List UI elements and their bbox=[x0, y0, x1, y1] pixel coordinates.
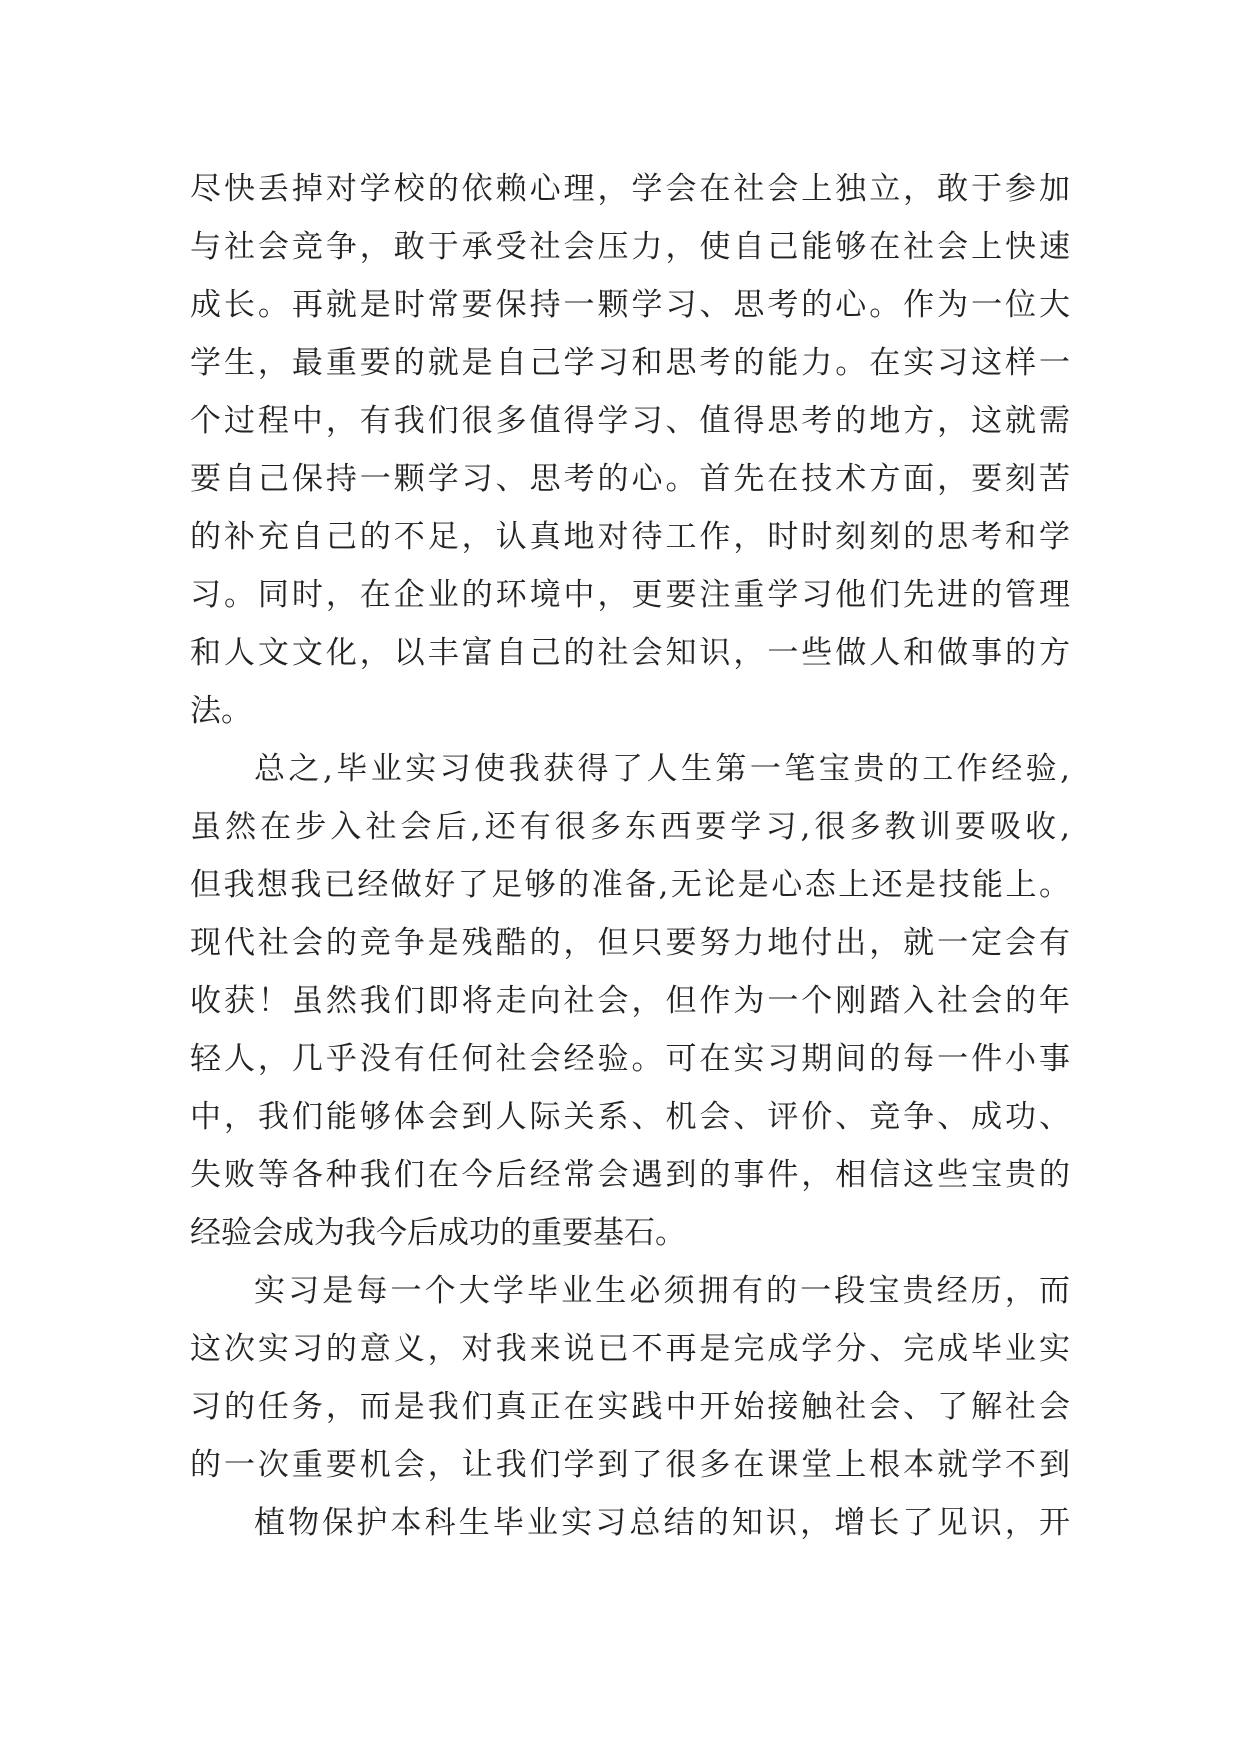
paragraph bbox=[190, 740, 1070, 1262]
text-line: 收获！虽然我们即将走向社会，但作为一个刚踏入社会的年 bbox=[190, 983, 1070, 1019]
text-line: 但我想我已经做好了足够的准备,无论是心态上还是技能上。 bbox=[190, 867, 1070, 903]
text-line: 的补充自己的不足，认真地对待工作，时时刻刻的思考和学 bbox=[190, 519, 1070, 555]
text-line: 总之,毕业实习使我获得了人生第一笔宝贵的工作经验, bbox=[254, 751, 1070, 787]
paragraph bbox=[190, 1494, 1070, 1552]
text-line: 法。 bbox=[190, 693, 252, 729]
text-line: 习。同时，在企业的环境中，更要注重学习他们先进的管理 bbox=[190, 577, 1070, 613]
text-line: 与社会竞争，敢于承受社会压力，使自己能够在社会上快速 bbox=[190, 229, 1070, 265]
text-line: 要自己保持一颗学习、思考的心。首先在技术方面，要刻苦 bbox=[190, 461, 1070, 497]
text-line: 这次实习的意义，对我来说已不再是完成学分、完成毕业实 bbox=[190, 1331, 1070, 1367]
text-line: 轻人，几乎没有任何社会经验。可在实习期间的每一件小事 bbox=[190, 1041, 1070, 1077]
text-line: 尽快丢掉对学校的依赖心理，学会在社会上独立，敢于参加 bbox=[190, 171, 1070, 207]
text-line: 成长。再就是时常要保持一颗学习、思考的心。作为一位大 bbox=[190, 287, 1070, 323]
text-line: 和人文文化，以丰富自己的社会知识，一些做人和做事的方 bbox=[190, 635, 1070, 671]
body-text bbox=[190, 160, 1070, 1552]
text-line: 实习是每一个大学毕业生必须拥有的一段宝贵经历，而 bbox=[254, 1273, 1070, 1309]
text-line: 习的任务，而是我们真正在实践中开始接触社会、了解社会 bbox=[190, 1389, 1070, 1425]
text-line: 现代社会的竞争是残酷的，但只要努力地付出，就一定会有 bbox=[190, 925, 1070, 961]
text-line: 的一次重要机会，让我们学到了很多在课堂上根本就学不到 bbox=[190, 1447, 1070, 1483]
paragraph bbox=[190, 1262, 1070, 1494]
text-line: 失败等各种我们在今后经常会遇到的事件，相信这些宝贵的 bbox=[190, 1157, 1070, 1193]
paragraph bbox=[190, 160, 1070, 740]
text-line: 经验会成为我今后成功的重要基石。 bbox=[190, 1215, 686, 1251]
text-line: 中，我们能够体会到人际关系、机会、评价、竞争、成功、 bbox=[190, 1099, 1070, 1135]
text-line: 虽然在步入社会后,还有很多东西要学习,很多教训要吸收, bbox=[190, 809, 1070, 845]
text-line: 学生，最重要的就是自己学习和思考的能力。在实习这样一 bbox=[190, 345, 1070, 381]
text-line: 个过程中，有我们很多值得学习、值得思考的地方，这就需 bbox=[190, 403, 1070, 439]
text-line: 植物保护本科生毕业实习总结的知识，增长了见识，开 bbox=[254, 1505, 1070, 1541]
